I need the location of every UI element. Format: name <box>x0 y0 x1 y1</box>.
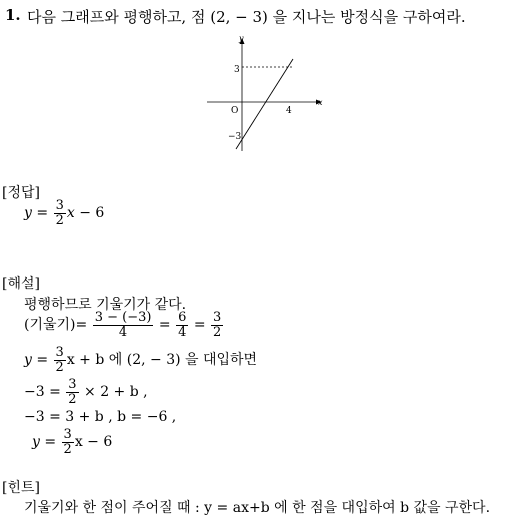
slope-fraction-1-num: 3 − (−3) <box>94 310 152 325</box>
hint-label: [힌트] <box>2 480 40 496</box>
line6-rest: x − 6 <box>74 434 113 451</box>
question-number: 1. <box>5 6 21 24</box>
slope-fraction-2 <box>176 311 188 339</box>
explanation-label: [해설] <box>2 276 40 292</box>
explanation-line-3 <box>24 346 257 374</box>
y-tick-top: 3 <box>234 65 240 75</box>
answer-frac-den: 2 <box>55 212 64 228</box>
line4-frac-den: 2 <box>68 391 77 407</box>
line3-lhs: y = <box>24 352 49 369</box>
slope-fraction-3 <box>211 311 223 339</box>
line-graph <box>205 33 330 155</box>
line4-lhs: −3 = <box>24 384 61 401</box>
answer-rest: − 6 <box>79 205 105 222</box>
slope-fraction-3-den: 2 <box>213 324 222 340</box>
line3-rest: x + b 에 (2, − 3) 을 대입하면 <box>66 352 258 369</box>
explanation-line-6 <box>32 428 112 456</box>
line4-fraction <box>66 378 78 406</box>
slope-eq-1: = <box>158 317 171 334</box>
answer-label: [정답] <box>2 185 40 201</box>
line4-frac-num: 3 <box>68 377 77 392</box>
slope-fraction-1-den: 4 <box>93 325 154 340</box>
answer-var: x <box>66 205 75 222</box>
line3-frac-den: 2 <box>55 359 64 375</box>
y-tick-bottom: −3 <box>228 132 242 142</box>
x-axis-label: x <box>318 98 323 107</box>
graph-line <box>236 59 293 149</box>
line3-frac-num: 3 <box>55 345 64 360</box>
answer-eq: = <box>36 205 49 222</box>
line4-rest: × 2 + b , <box>84 384 148 401</box>
answer-equation <box>24 199 104 227</box>
slope-fraction-3-num: 3 <box>213 310 222 325</box>
x-tick: 4 <box>286 106 292 116</box>
explanation-line-4 <box>24 378 148 406</box>
hint-text: 기울기와 한 점이 주어질 때 : y = ax+b 에 한 점을 대입하여 b 값을 구한다. <box>24 500 491 516</box>
slope-fraction-2-num: 6 <box>178 310 187 325</box>
slope-prefix: (기울기)= <box>24 317 88 334</box>
explanation-line-5: −3 = 3 + b , b = −6 , <box>24 409 177 425</box>
slope-eq-2: = <box>193 317 206 334</box>
explanation-line-2 <box>24 311 224 339</box>
explanation-line-1: 평행하므로 기울기가 같다. <box>24 297 187 313</box>
y-axis-label: y <box>239 34 244 43</box>
slope-fraction-2-den: 4 <box>178 324 187 340</box>
answer-fraction <box>54 199 66 227</box>
origin-label: O <box>231 106 239 116</box>
answer-frac-num: 3 <box>55 198 64 213</box>
line6-fraction <box>62 428 74 456</box>
question-text: 다음 그래프와 평행하고, 점 (2, − 3) 을 지나는 방정식을 구하여라. <box>27 8 466 26</box>
line3-fraction <box>54 346 66 374</box>
answer-lhs: y <box>24 205 32 222</box>
line6-frac-num: 3 <box>63 427 72 442</box>
line6-lhs: y = <box>32 434 57 451</box>
line6-frac-den: 2 <box>63 441 72 457</box>
slope-fraction-1 <box>93 311 154 339</box>
